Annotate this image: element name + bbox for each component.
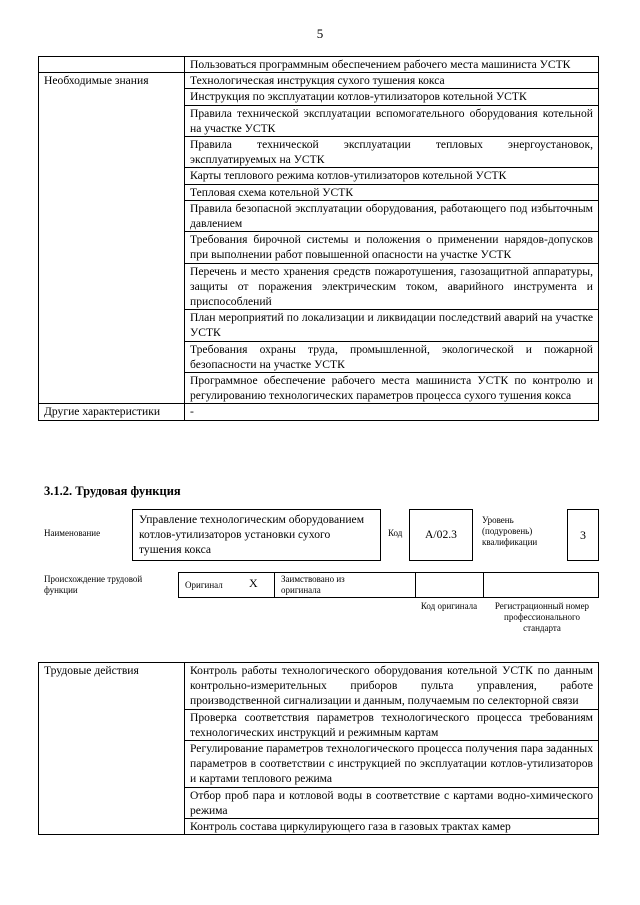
- table-cell-item: План мероприятий по локализации и ликвидации последствий аварий на участке УСТК: [185, 310, 599, 341]
- borrowed-label: Заимствовано из оригинала: [281, 574, 345, 595]
- function-code-box: A/02.3: [409, 509, 473, 561]
- original-label: Оригинал: [185, 580, 223, 590]
- code-label: Код: [388, 528, 403, 538]
- level-value-box: 3: [567, 509, 599, 561]
- reg-number-caption: Регистрационный номер профессионального стандарта: [494, 601, 590, 633]
- original-mark: X: [249, 576, 258, 590]
- table-cell-label: Другие характеристики: [39, 404, 185, 420]
- table-cell-item: Программное обеспечение рабочего места машиниста УСТК по контролю и регулированию технологических параметров процесса сухого тушения кокса: [185, 373, 599, 404]
- table-cell-item: Перечень и место хранения средств пожаротушения, газозащитной аппаратуры, защиты от поражения электрическим током, аварийного инструмента и приспособлений: [185, 263, 599, 310]
- table-cell-item: Контроль состава циркулирующего газа в газовых трактах камер: [185, 819, 599, 835]
- table-cell-item: Правила технической эксплуатации тепловых энергоустановок, эксплуатируемых на УСТК: [185, 137, 599, 168]
- page-number: 5: [316, 26, 324, 41]
- table-cell-label: Трудовые действия: [39, 663, 185, 835]
- function-name-box: Управление технологическим оборудованием котлов-утилизаторов установки сухого тушения кокса: [132, 509, 381, 561]
- table-cell-item: Отбор проб пара и котловой воды в соответствие с картами водно-химического режима: [185, 787, 599, 818]
- table-cell-item: Требования бирочной системы и положения о применении нарядов-допусков при выполнении работ повышенной опасности на участке УСТК: [185, 232, 599, 263]
- labor-actions-table: [38, 662, 599, 835]
- name-label: Наименование: [44, 528, 101, 538]
- table-cell-item: Контроль работы технологического оборудования котельной УСТК по данным контрольно-измерительных приборов пульта управления, работе производственной сигнализации и данным, получаемым по селекторной связи: [185, 663, 599, 710]
- table-cell-item: Требования охраны труда, промышленной, экологической и пожарной безопасности на участке УСТК: [185, 341, 599, 372]
- divider: [415, 572, 416, 598]
- table-cell-item: Карты теплового режима котлов-утилизаторов котельной УСТК: [185, 168, 599, 184]
- table-cell-label: Необходимые знания: [39, 73, 185, 404]
- table-cell-item: -: [185, 404, 599, 420]
- section-title: 3.1.2. Трудовая функция: [44, 484, 181, 498]
- divider: [483, 572, 484, 598]
- divider: [274, 572, 275, 598]
- table-cell-item: Регулирование параметров технологического процесса получения пара заданных параметров в соответствии с инструкцией по эксплуатации котлов-утилизаторов и картами теплового режима: [185, 741, 599, 788]
- table-cell-item: Проверка соответствия параметров технологического процесса требованиям технологических инструкций и режимным картам: [185, 709, 599, 740]
- table-cell-label: [39, 57, 185, 73]
- table-cell-item: Технологическая инструкция сухого тушения кокса: [185, 73, 599, 89]
- origin-row: [178, 572, 599, 598]
- table-cell-item: Правила безопасной эксплуатации оборудования, работающего под избыточным давлением: [185, 200, 599, 231]
- code-original-caption: Код оригинала: [420, 601, 478, 611]
- level-label: Уровень (подуровень) квалификации: [482, 515, 538, 547]
- table-cell-item: Инструкция по эксплуатации котлов-утилизаторов котельной УСТК: [185, 89, 599, 105]
- table-cell-item: Правила технической эксплуатации вспомогательного оборудования котельной на участке УСТК: [185, 105, 599, 136]
- knowledge-table: [38, 56, 599, 421]
- table-cell-item: Тепловая схема котельной УСТК: [185, 184, 599, 200]
- origin-label: Происхождение трудовой функции: [44, 574, 143, 595]
- table-cell-item: Пользоваться программным обеспечением рабочего места машиниста УСТК: [185, 57, 599, 73]
